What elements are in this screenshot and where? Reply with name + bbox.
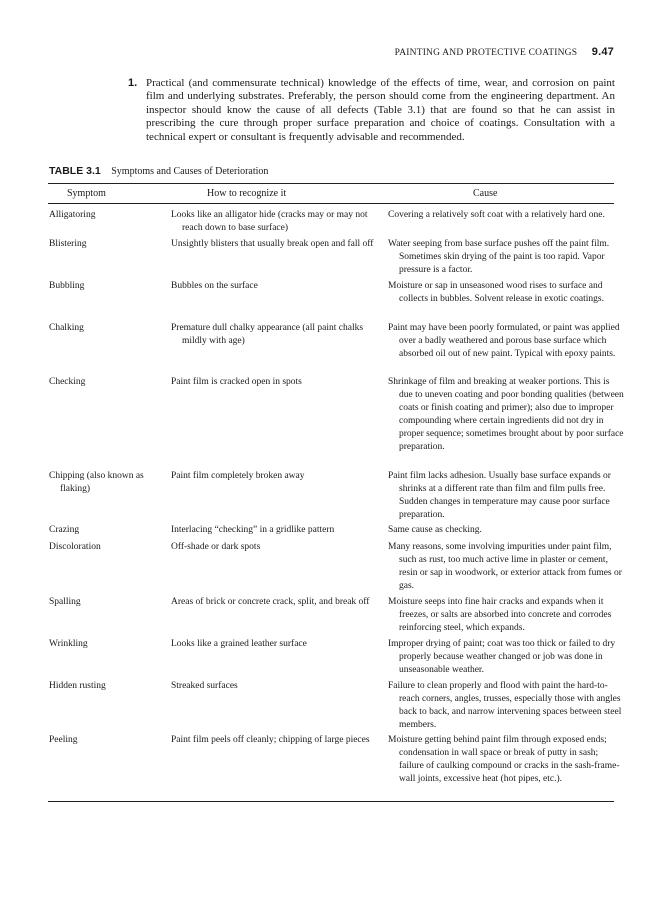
symptom-cell: Alligatoring [49,210,96,220]
how-cell: Paint film completely broken away [171,471,305,481]
symptom-cell: Hidden rusting [49,681,106,691]
numbered-paragraph [129,77,615,144]
symptom-cell: Wrinkling [49,639,88,649]
table-top-rule [48,183,614,184]
cause-cell: Moisture getting behind paint film through exposed ends; condensation in wall space or break of putty in sash; failure of caulking compound or cracks in the sash-frame-wall joints, excessive heat (hot pipes, etc.). [388,735,620,784]
column-header-how: How to recognize it [207,188,287,199]
how-cell: Interlacing “checking” in a gridlike pattern [171,525,335,535]
cause-cell: Moisture or sap in unseasoned wood rises to surface and collects in bubbles. Solvent release in exotic coatings. [388,281,604,304]
column-header-cause: Cause [473,188,498,199]
symptom-cell: Bubbling [49,281,85,291]
symptom-cell: Blistering [49,239,87,249]
cause-cell: Water seeping from base surface pushes off the paint film. Sometimes skin drying of the paint is too rapid. Vapor pressure is a factor. [388,239,610,275]
cause-cell: Paint film lacks adhesion. Usually base surface expands or shrinks at a different rate than film and film pulls free. Sudden changes in temperature may cause poor surface preparation. [388,471,611,520]
table-bottom-rule [48,801,614,802]
how-cell: Premature dull chalky appearance (all paint chalks mildly with age) [171,323,364,346]
symptom-cell: Chipping (also known as flaking) [49,471,144,494]
cause-cell: Many reasons, some involving impurities under paint film, such as rust, too much active lime in plaster or cement, resin or sap in woodwork, or exterior attack from fumes or gas. [388,542,622,591]
section-title: PAINTING AND PROTECTIVE COATINGS [394,48,578,58]
column-header-symptom: Symptom [67,188,106,199]
table-caption [49,165,268,177]
how-cell: Paint film is cracked open in spots [171,377,302,387]
how-cell: Streaked surfaces [171,681,238,691]
cause-cell: Shrinkage of film and breaking at weaker portions. This is due to uneven coating and poor bonding qualities (between coats or finish coating and primer); also due to improper compounding where certain ingredients did not dry in proper sequence; sometimes brought about by poor surface preparation. [388,377,624,452]
how-cell: Off-shade or dark spots [171,542,261,552]
cause-cell: Improper drying of paint; coat was too thick or failed to dry properly because weather changed or job was done in unseasonable weather. [388,639,616,675]
table-title: Symptoms and Causes of Deterioration [111,166,269,177]
table-label: TABLE 3.1 [49,165,101,177]
how-cell: Paint film peels off cleanly; chipping of large pieces [171,735,370,745]
table-header-rule [48,203,614,204]
symptom-cell: Crazing [49,525,80,535]
cause-cell: Covering a relatively soft coat with a relatively hard one. [388,210,605,220]
how-cell: Areas of brick or concrete crack, split, and break off [171,597,370,607]
how-cell: Looks like an alligator hide (cracks may or may not reach down to base surface) [171,210,368,233]
cause-cell: Paint may have been poorly formulated, or paint was applied over a badly weathered and porous base surface which absorbed oil out of new paint. Typical with epoxy paints. [388,323,620,359]
symptom-cell: Peeling [49,735,78,745]
running-header [395,46,614,58]
cause-cell: Same cause as checking. [388,525,482,535]
symptom-cell: Chalking [49,323,84,333]
how-cell: Looks like a grained leather surface [171,639,307,649]
cause-cell: Moisture seeps into fine hair cracks and expands when it freezes, or salts are absorbed into concrete and corrodes reinforcing steel, which expands. [388,597,612,633]
symptom-cell: Checking [49,377,86,387]
page-number: 9.47 [591,46,614,58]
cause-cell: Failure to clean properly and flood with paint the hard-to-reach corners, angles, trusses, especially those with angles back to back, and narrow intervening spaces between steel members. [388,681,622,730]
how-cell: Bubbles on the surface [171,281,258,291]
item-text: Practical (and commensurate technical) knowledge of the effects of time, wear, and corrosion on paint film and underlying substrates. Preferably, the person should come from the engineering department. An inspector should know the cause of all defects (Table 3.1) that are found so that he can assist in prescribing the cure through proper surface preparation and choice of coatings. Consultation with a technical expert or consultant is frequently advisable and recommended. [146,77,615,143]
symptom-cell: Spalling [49,597,81,607]
item-number: 1. [128,77,138,89]
how-cell: Unsightly blisters that usually break open and fall off [171,239,374,249]
symptom-cell: Discoloration [49,542,101,552]
